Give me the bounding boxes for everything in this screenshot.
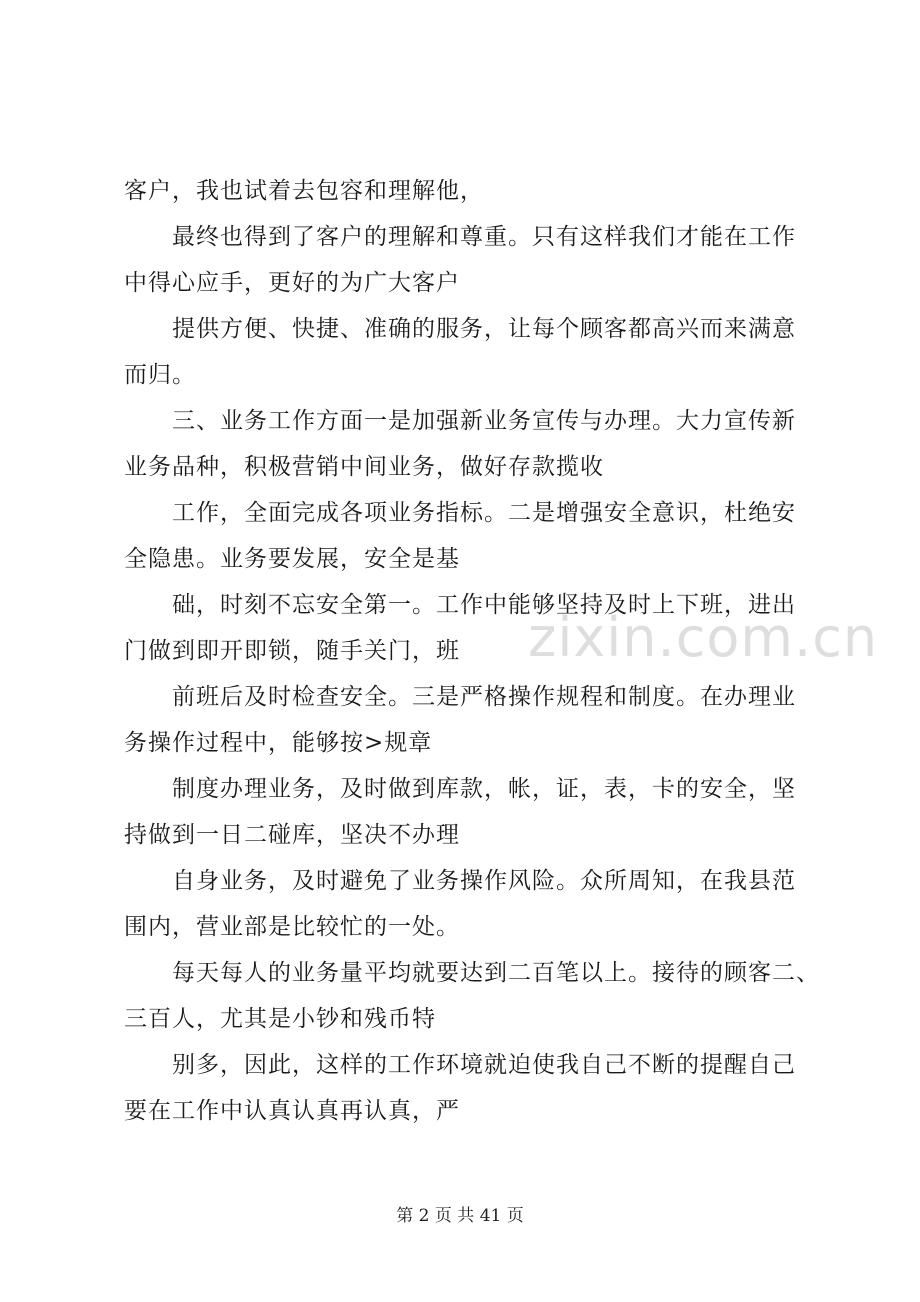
text-line: 围内，营业部是比较忙的一处。: [124, 914, 460, 940]
text-line: 业务品种，积极营销中间业务，做好存款揽收: [124, 454, 604, 480]
text-line: 务操作过程中，能够按>规章: [124, 730, 433, 756]
text-line: 而归。: [124, 362, 196, 388]
text-line: 客户，我也试着去包容和理解他，: [124, 178, 484, 204]
text-line: 三百人，尤其是小钞和残币特: [124, 1006, 436, 1032]
text-line: 提供方便、快捷、准确的服务，让每个顾客都高兴而来满意: [172, 316, 796, 342]
text-line: 三、业务工作方面一是加强新业务宣传与办理。大力宣传新: [172, 408, 796, 434]
text-line: 础，时刻不忘安全第一。工作中能够坚持及时上下班，进出: [172, 592, 796, 618]
text-line: 全隐患。业务要发展，安全是基: [124, 546, 460, 572]
text-line: 别多，因此，这样的工作环境就迫使我自己不断的提醒自己: [172, 1052, 796, 1078]
text-line: 门做到即开即锁，随手关门，班: [124, 638, 460, 664]
text-line: 工作，全面完成各项业务指标。二是增强安全意识，杜绝安: [172, 500, 796, 526]
text-line: 持做到一日二碰库，坚决不办理: [124, 822, 460, 848]
text-line: 自身业务，及时避免了业务操作风险。众所周知，在我县范: [172, 868, 796, 894]
text-line: 每天每人的业务量平均就要达到二百笔以上。接待的顾客二、: [172, 960, 820, 986]
page-footer: 第 2 页 共 41 页: [396, 1206, 524, 1226]
watermark: zixin.com.cn: [528, 606, 879, 669]
text-line: 前班后及时检查安全。三是严格操作规程和制度。在办理业: [172, 684, 796, 710]
text-line: 中得心应手，更好的为广大客户: [124, 270, 460, 296]
text-line: 最终也得到了客户的理解和尊重。只有这样我们才能在工作: [172, 224, 796, 250]
text-line: 制度办理业务，及时做到库款，帐，证，表，卡的安全，坚: [172, 776, 796, 802]
text-line: 要在工作中认真认真再认真，严: [124, 1098, 460, 1124]
